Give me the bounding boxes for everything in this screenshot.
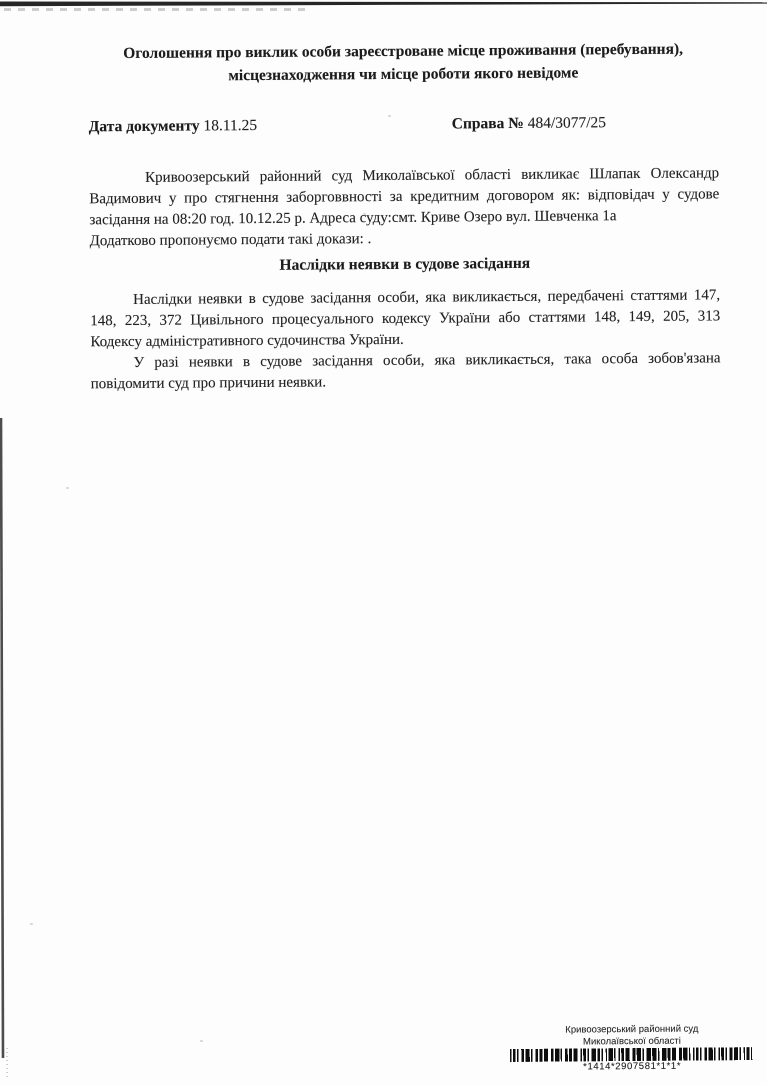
paragraph-line: Кривоозерський районний суд Миколаївської області викликає Шлапак Олександр (145, 165, 720, 186)
stamp-court-name-line-1: Кривоозерський районний суд (565, 1023, 699, 1036)
date-value: 18.11.25 (203, 116, 258, 135)
paragraph-line: Додатково пропонуємо подати такі докази: . (89, 231, 372, 250)
meta-row (89, 113, 719, 138)
paragraph-line: Кодексу адміністративного судочинства України. (90, 331, 404, 351)
case-label: Справа № (451, 114, 524, 133)
paragraph-line: Вадимович у про стягнення заборговвності за кредитним договором як: відповідач у судове (89, 186, 720, 208)
paragraph-line: засідання на 08:20 год. 10.12.25 р. Адреса суду:смт. Криве Озеро вул. Шевченка 1а (89, 208, 617, 229)
paragraph-line: У разі неявки в судове засідання особи, яка викликається, така особа зобов'язана (133, 350, 721, 371)
title-line-2: місцезнаходження чи місце роботи якого невідоме (228, 64, 579, 85)
date-label: Дата документу (88, 117, 200, 136)
paragraph-line: 148, 223, 372 Цивільного процесуального кодексу України або статтями 148, 149, 205, 313 (90, 308, 721, 330)
document-title (88, 37, 718, 88)
paragraph-consequences (90, 285, 720, 353)
document-date (89, 117, 258, 136)
barcode-number: *1414*2907581*1*1* (583, 1060, 682, 1073)
paragraph-summons (89, 163, 720, 252)
section-heading: Наслідки неявки в судове засідання (279, 254, 531, 274)
title-line-1: Оголошення про виклик особи зареєстроване місце проживання (перебування), (123, 40, 684, 63)
paragraph-line: Наслідки неявки в судове засідання особи, яка викликається, передбачені статтями 147, (133, 287, 721, 308)
case-number (452, 114, 606, 133)
court-barcode-stamp (507, 1023, 757, 1073)
paragraph-obligation (91, 348, 721, 395)
case-value: 484/3077/25 (527, 114, 607, 132)
stamp-court-name-line-2: Миколаївської області (582, 1035, 681, 1047)
paragraph-line: повідомити суд про причини неявки. (90, 374, 327, 393)
